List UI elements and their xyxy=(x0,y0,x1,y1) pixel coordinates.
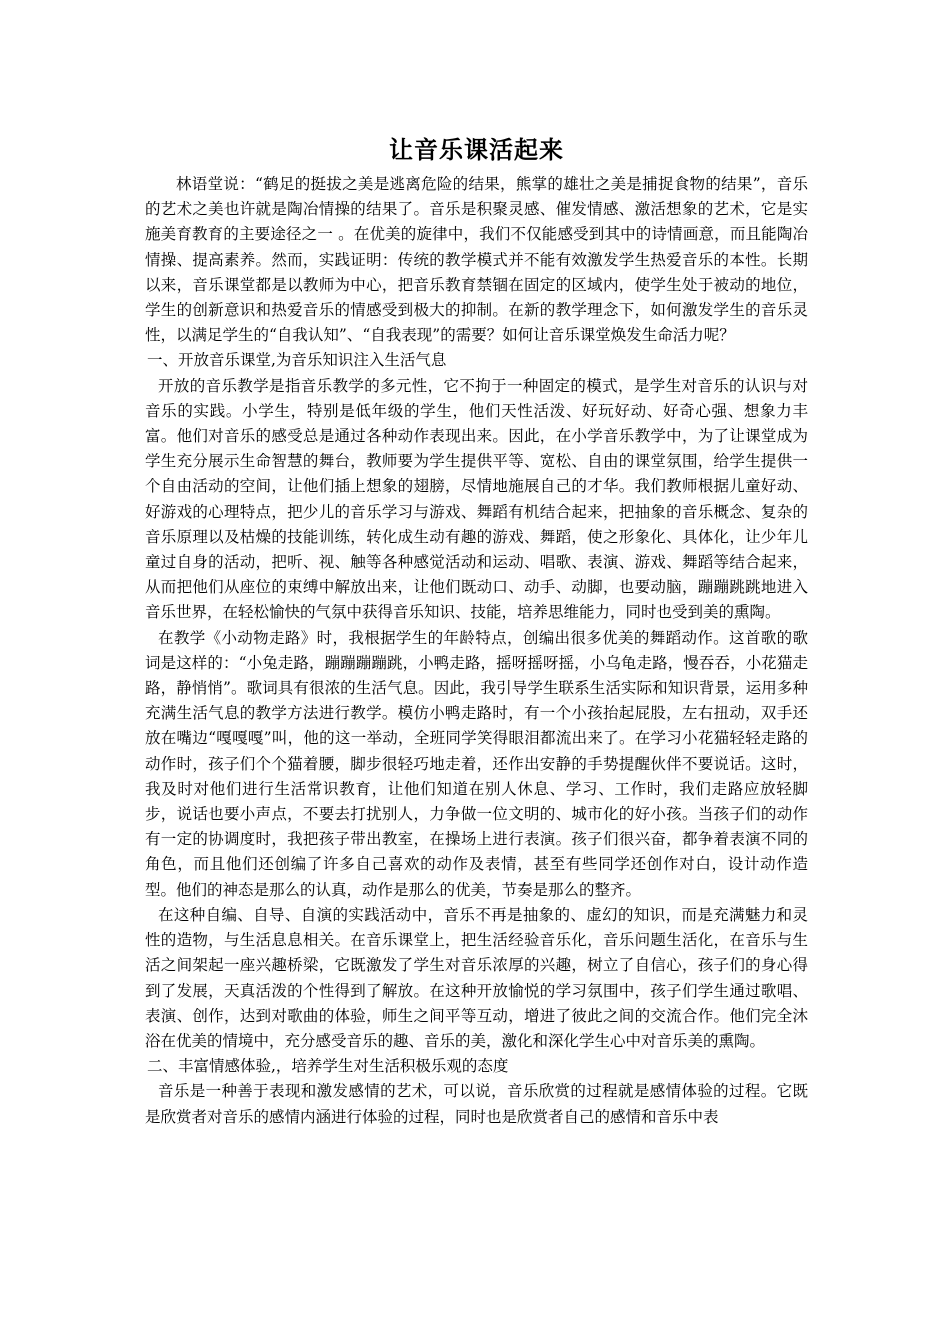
document-page xyxy=(145,128,808,1130)
section-1-heading: 一、开放音乐课堂,为音乐知识注入生活气息 xyxy=(147,351,447,370)
section-2-heading: 二、丰富情感体验,，培养学生对生活积极乐观的态度 xyxy=(147,1057,509,1076)
document-title: 让音乐课活起来 xyxy=(389,136,564,164)
section-2-paragraph-1: 音乐是一种善于表现和激发感情的艺术，可以说，音乐欣赏的过程就是感情体验的过程。它既是欣赏者对音乐的感情内涵进行体验的过程，同时也是欣赏者自己的感情和音乐中表 xyxy=(145,1082,808,1126)
section-1-paragraph-2: 在教学《小动物走路》时，我根据学生的年龄特点，创编出很多优美的舞蹈动作。这首歌的歌词是这样的：“小兔走路，蹦蹦蹦蹦跳，小鸭走路，摇呀摇呀摇，小乌龟走路，慢吞吞，小花猫走路，静悄悄”。歌词具有很浓的生活气息。因此，我引导学生联系生活实际和知识背景，运用多种充满生活气息的教学方法进行教学。模仿小鸭走路时，有一个小孩抬起屁股，左右扭动，双手还放在嘴边“嘎嘎嘎”叫，他的这一举动，全班同学笑得眼泪都流出来了。在学习小花猫轻轻走路的动作时，孩子们个个猫着腰，脚步很轻巧地走着，还作出安静的手势提醒伙伴不要说话。这时，我及时对他们进行生活常识教育，让他们知道在别人休息、学习、工作时，我们走路应放轻脚步，说话也要小声点，不要去打扰别人，力争做一位文明的、城市化的好小孩。当孩子们的动作有一定的协调度时，我把孩子带出教室，在操场上进行表演。孩子们很兴奋，都争着表演不同的角色，而且他们还创编了许多自己喜欢的动作及表情，甚至有些同学还创作对白，设计动作造型。他们的神态是那么的认真，动作是那么的优美，节奏是那么的整齐。 xyxy=(145,628,808,899)
section-1-paragraph-3: 在这种自编、自导、自演的实践活动中，音乐不再是抽象的、虚幻的知识，而是充满魅力和灵性的造物，与生活息息相关。在音乐课堂上，把生活经验音乐化，音乐问题生活化，在音乐与生活之间架起一座兴趣桥梁，它既激发了学生对音乐浓厚的兴趣，树立了自信心，孩子们的身心得到了发展，天真活泼的个性得到了解放。在这种开放愉悦的学习氛围中，孩子们学生通过歌唱、表演、创作，达到对歌曲的体验，师生之间平等互动，增进了彼此之间的交流合作。他们完全沐浴在优美的情境中，充分感受音乐的趣、音乐的美，激化和深化学生心中对音乐美的熏陶。 xyxy=(145,905,808,1050)
intro-paragraph: 林语堂说：“鹤足的挺拔之美是逃离危险的结果，熊掌的雄壮之美是捕捉食物的结果”，音乐的艺术之美也许就是陶冶情操的结果了。音乐是积聚灵感、催发情感、激活想象的艺术，它是实施美育教育的主要途径之一 。在优美的旋律中，我们不仅能感受到其中的诗情画意，而且能陶冶情操、提高素养。然而，实践证明：传统的教学模式并不能有效激发学生热爱音乐的本性。长期以来，音乐课堂都是以教师为中心，把音乐教育禁锢在固定的区域内，使学生处于被动的地位，学生的创新意识和热爱音乐的情感受到极大的抑制。在新的教学理念下，如何激发学生的音乐灵性，以满足学生的“自我认知”、“自我表现”的需要？如何让音乐课堂焕发生命活力呢？ xyxy=(145,175,808,345)
section-1-paragraph-1: 开放的音乐教学是指音乐教学的多元性，它不拘于一种固定的模式，是学生对音乐的认识与对音乐的实践。小学生，特别是低年级的学生，他们天性活泼、好玩好动、好奇心强、想象力丰富。他们对音乐的感受总是通过各种动作表现出来。因此，在小学音乐教学中，为了让课堂成为学生充分展示生命智慧的舞台，教师要为学生提供平等、宽松、自由的课堂氛围，给学生提供一个自由活动的空间，让他们插上想象的翅膀，尽情地施展自己的才华。我们教师根据儿童好动、好游戏的心理特点，把少儿的音乐学习与游戏、舞蹈有机结合起来，把抽象的音乐概念、复杂的音乐原理以及枯燥的技能训练，转化成生动有趣的游戏、舞蹈，使之形象化、具体化，让少年儿童过自身的活动，把听、视、触等各种感觉活动和运动、唱歌、表演、游戏、舞蹈等结合起来，从而把他们从座位的束缚中解放出来，让他们既动口、动手、动脚，也要动脑，蹦蹦跳跳地进入音乐世界，在轻松愉快的气氛中获得音乐知识、技能，培养思维能力，同时也受到美的熏陶。 xyxy=(145,376,808,622)
